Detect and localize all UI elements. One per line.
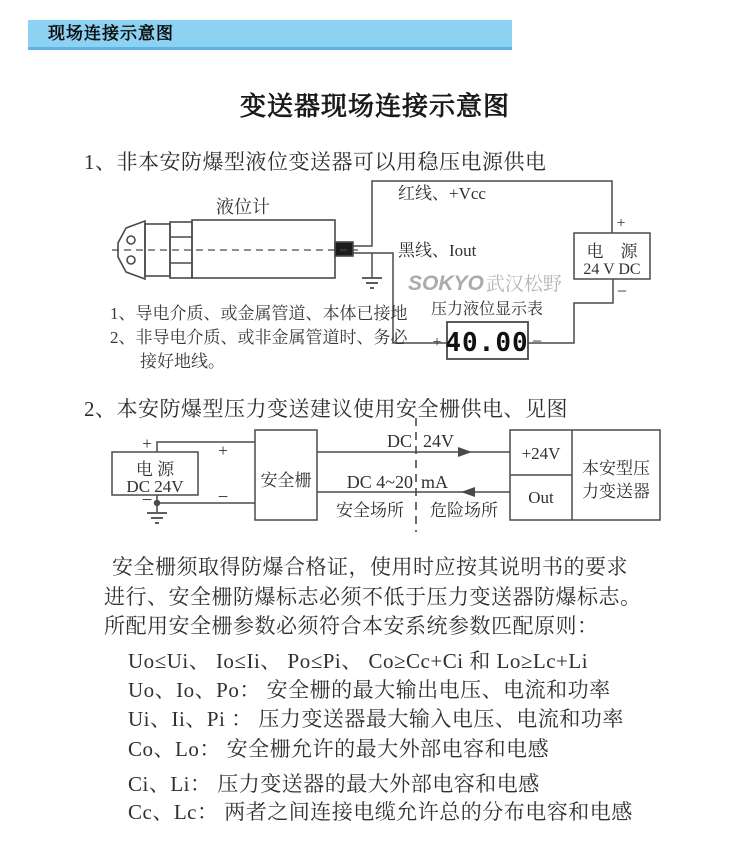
sensor-hole-top bbox=[127, 236, 135, 244]
watermark bbox=[408, 272, 562, 295]
dc420-label-right: mA bbox=[421, 472, 448, 492]
note-line-1: 1、导电介质、或金属管道、本体已接地 bbox=[110, 304, 408, 323]
ground-symbol bbox=[362, 278, 382, 288]
barrier-minus-sign: − bbox=[217, 487, 229, 508]
section1-heading: 1、非本安防爆型液位变送器可以用稳压电源供电 bbox=[84, 150, 547, 174]
level-sensor-drawing bbox=[112, 220, 358, 279]
sensor-label: 液位计 bbox=[216, 197, 270, 217]
note-line-3: 接好地线。 bbox=[140, 352, 225, 371]
dc24-label-left: DC bbox=[386, 431, 412, 451]
power2-plus-sign: + bbox=[142, 434, 152, 453]
watermark-brand: SOKYO bbox=[408, 272, 484, 295]
sensor-cable-connector bbox=[335, 242, 353, 256]
display-value: 40.00 bbox=[445, 328, 529, 358]
terminal-24v-label: +24V bbox=[521, 444, 561, 463]
watermark-company: 武汉松野 bbox=[485, 274, 562, 295]
ground-symbol-2 bbox=[147, 513, 167, 523]
safe-area-label: 安全场所 bbox=[336, 501, 404, 520]
body-line-5: Uo、Io、Po： 安全栅的最大输出电压、电流和功率 bbox=[128, 678, 611, 702]
body-line-4: Uo≤Ui、 Io≤Ii、 Po≤Pi、 Co≥Cc+Ci 和 Lo≥Lc+Li bbox=[128, 649, 589, 673]
body-line-9: Cc、Lc： 两者之间连接电缆允许总的分布电容和电感 bbox=[128, 800, 633, 824]
power1-line1: 电 源 bbox=[586, 242, 638, 261]
power1-minus-sign: − bbox=[616, 281, 628, 301]
body-line-7: Co、Lo： 安全栅允许的最大外部电容和电感 bbox=[128, 737, 550, 761]
meter-minus-sign: − bbox=[531, 331, 543, 351]
display-label: 压力液位显示表 bbox=[430, 301, 544, 318]
banner-title: 现场连接示意图 bbox=[48, 24, 174, 43]
sensor-body bbox=[192, 220, 335, 278]
body-line-6: Ui、Ii、Pi ： 压力变送器最大输入电压、电流和功率 bbox=[128, 707, 624, 731]
red-wire-label: 红线、+Vcc bbox=[398, 184, 486, 203]
barrier-plus-sign: + bbox=[218, 441, 228, 460]
body-line-3: 所配用安全栅参数必须符合本安系统参数匹配原则： bbox=[104, 614, 599, 638]
meter-plus-sign: + bbox=[432, 334, 442, 351]
section2-heading: 2、本安防爆型压力变送建议使用安全栅供电、见图 bbox=[84, 397, 568, 421]
barrier-label: 安全栅 bbox=[260, 471, 312, 490]
arrow-right-icon bbox=[458, 447, 472, 457]
wire-junction-dot bbox=[155, 501, 160, 506]
power2-minus-sign: − bbox=[141, 490, 153, 511]
hazard-area-label: 危险场所 bbox=[430, 501, 498, 520]
device-label-line2: 力变送器 bbox=[582, 482, 650, 501]
power1-line2: 24 V DC bbox=[583, 261, 641, 278]
power2-line2: DC 24V bbox=[126, 477, 184, 496]
barrier-plus-wire bbox=[157, 442, 255, 452]
terminal-out-label: Out bbox=[528, 488, 554, 507]
arrow-left-icon bbox=[461, 487, 475, 497]
sensor-hole-bottom bbox=[127, 256, 135, 264]
body-line-8: Ci、Li： 压力变送器的最大外部电容和电感 bbox=[128, 772, 540, 796]
dc24-label-right: 24V bbox=[423, 431, 454, 451]
device-label-line1: 本安型压 bbox=[582, 459, 650, 478]
barrier-minus-wire bbox=[157, 495, 255, 503]
power1-plus-sign: + bbox=[616, 215, 626, 232]
dc420-label-left: DC 4~20 bbox=[346, 472, 413, 492]
body-line-2: 进行、安全栅防爆标志必须不低于压力变送器防爆标志。 bbox=[104, 585, 642, 609]
black-wire-label: 黑线、Iout bbox=[398, 241, 477, 260]
page-title: 变送器现场连接示意图 bbox=[239, 91, 510, 121]
body-line-1: 安全栅须取得防爆合格证，使用时应按其说明书的要求 bbox=[112, 555, 628, 579]
note-line-2: 2、非导电介质、或非金属管道时、务必 bbox=[110, 328, 408, 347]
power2-line1: 电 源 bbox=[135, 460, 175, 479]
